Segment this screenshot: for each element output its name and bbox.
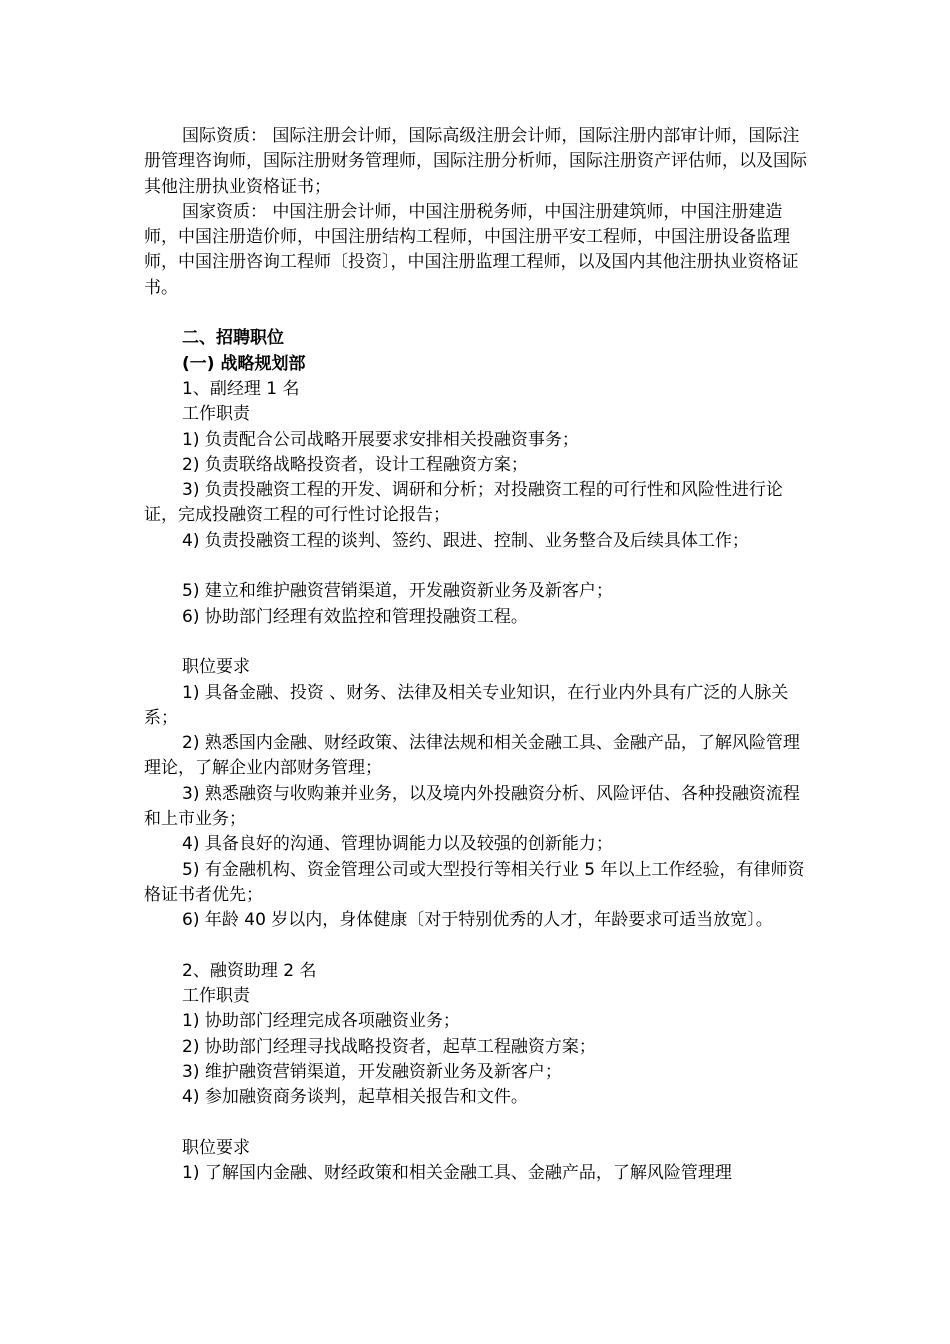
job2-title: 2、融资助理 2 名 [182, 960, 317, 981]
job1-requirement-item: 2) 熟悉国内金融、财经政策、法律法规和相关金融工具、金融产品，了解风险管理理论，了解企业内部财务管理； [144, 733, 800, 779]
spacer [144, 301, 814, 326]
spacer [144, 630, 814, 655]
intl-qualifications: 国际资质： 国际注册会计师，国际高级注册会计师，国际注册内部审计师，国际注册管理咨询师，国际注册财务管理师，国际注册分析师，国际注册资产评估师，以及国际其他注册执业资格证书； [144, 126, 807, 197]
job1-requirement-item: 3) 熟悉融资与收购兼并业务，以及境内外投融资分析、风险评估、各种投融资流程和上市业务； [144, 783, 800, 830]
job1-duty-item: 2) 负责联络战略投资者，设计工程融资方案； [182, 454, 528, 475]
spacer [144, 1111, 814, 1136]
job2-requirements-label: 职位要求 [182, 1137, 250, 1158]
job1-requirement-item: 5) 有金融机构、资金管理公司或大型投行等相关行业 5 年以上工作经验，有律师资格证书者优先； [144, 859, 805, 905]
department-title: (一) 战略规划部 [182, 353, 306, 374]
job1-requirements-label: 职位要求 [182, 657, 250, 678]
job1-duty-item: 5) 建立和维护融资营销渠道，开发融资新业务及新客户； [182, 581, 613, 602]
job2-duty-item: 1) 协助部门经理完成各项融资业务； [182, 1011, 460, 1032]
job1-requirement-item: 1) 具备金融、投资 、财务、法律及相关专业知识，在行业内外具有广泛的人脉关系； [144, 682, 789, 728]
job1-duty-item: 1) 负责配合公司战略开展要求安排相关投融资事务； [182, 429, 579, 450]
document-body [144, 124, 814, 1186]
job1-duty-item: 4) 负责投融资工程的谈判、签约、跟进、控制、业务整合及后续具体工作； [182, 530, 749, 551]
job2-requirement-item: 1) 了解国内金融、财经政策和相关金融工具、金融产品，了解风险管理理 [182, 1163, 732, 1184]
spacer [144, 934, 814, 959]
national-qualifications: 国家资质： 中国注册会计师，中国注册税务师，中国注册建筑师，中国注册建造师，中国注册造价师，中国注册结构工程师，中国注册平安工程师，中国注册设备监理师，中国注册咨询工程师〔投资〕，中国注册监理工程师，以及国内其他注册执业资格证书。 [144, 201, 799, 298]
job2-duty-item: 2) 协助部门经理寻找战略投资者，起草工程融资方案； [182, 1036, 596, 1057]
spacer [144, 554, 814, 579]
job1-duties-label: 工作职责 [182, 404, 250, 425]
job2-duty-item: 4) 参加融资商务谈判，起草相关报告和文件。 [182, 1087, 528, 1108]
job1-duty-item: 6) 协助部门经理有效监控和管理投融资工程。 [182, 606, 528, 627]
job1-requirement-item: 6) 年龄 40 岁以内，身体健康〔对于特别优秀的人才，年龄要求可适当放宽〕。 [182, 910, 773, 931]
job1-requirement-item: 4) 具备良好的沟通、管理协调能力以及较强的创新能力； [182, 834, 613, 855]
job2-duties-label: 工作职责 [182, 986, 250, 1007]
job1-title: 1、副经理 1 名 [182, 378, 300, 399]
section-title: 二、招聘职位 [182, 328, 284, 349]
job1-duty-item: 3) 负责投融资工程的开发、调研和分析；对投融资工程的可行性和风险性进行论证，完成投融资工程的可行性讨论报告； [144, 480, 783, 526]
job2-duty-item: 3) 维护融资营销渠道，开发融资新业务及新客户； [182, 1061, 562, 1082]
